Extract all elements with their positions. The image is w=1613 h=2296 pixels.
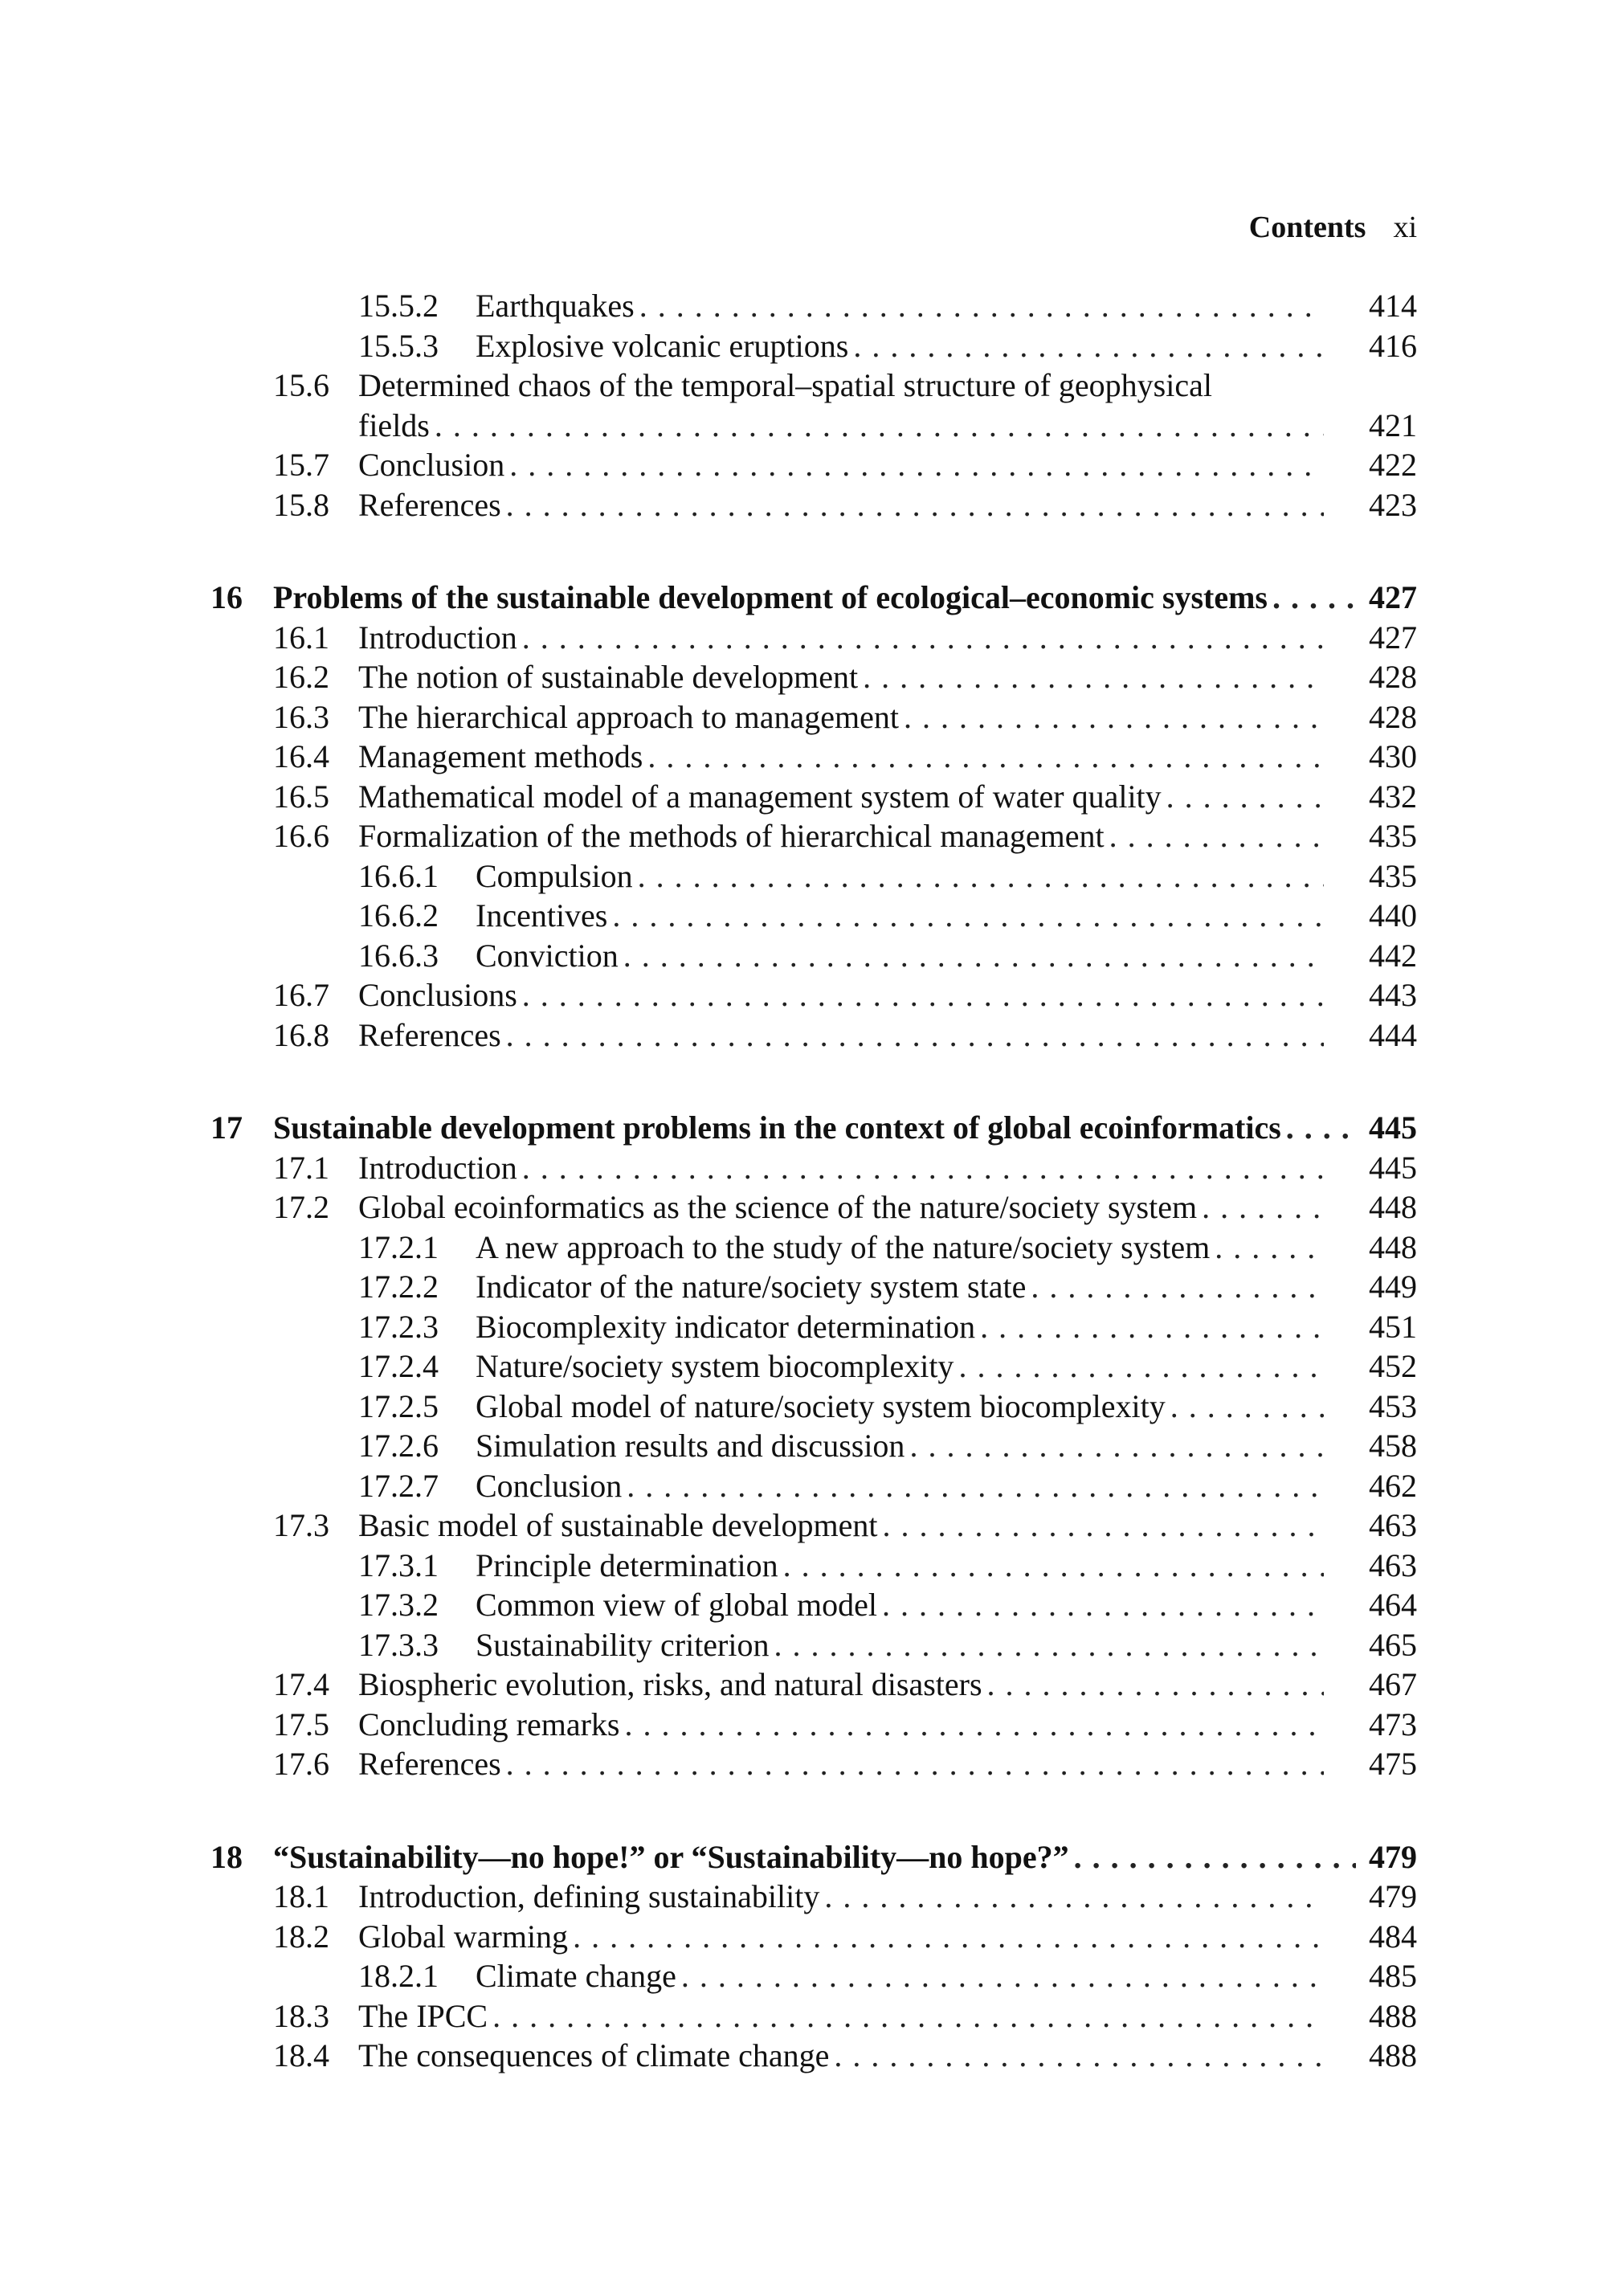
toc-entry-title-wrap xyxy=(476,1585,1324,1625)
toc-entry-title-wrap xyxy=(358,1877,1324,1917)
toc-entry[interactable] xyxy=(0,777,1613,817)
toc-entry-page-number: 435 xyxy=(1369,818,1417,854)
dot-leader xyxy=(1166,1387,1324,1427)
toc-entry-page-number: 458 xyxy=(1369,1428,1417,1464)
toc-entry-page-number: 475 xyxy=(1369,1746,1417,1782)
toc-entry[interactable] xyxy=(0,1705,1613,1745)
toc-entry-title: fields xyxy=(358,407,430,443)
toc-entry-title: A new approach to the study of the nature/society system xyxy=(476,1229,1211,1265)
dot-leader xyxy=(858,657,1324,697)
toc-entry-number: 17.4 xyxy=(273,1666,329,1702)
toc-entry-page-number: 422 xyxy=(1369,447,1417,483)
toc-entry[interactable] xyxy=(0,657,1613,697)
toc-entry[interactable] xyxy=(0,1505,1613,1546)
toc-entry[interactable] xyxy=(0,406,1613,446)
toc-entry-title: References xyxy=(358,1746,501,1782)
toc-entry-title-wrap xyxy=(358,1187,1324,1228)
toc-entry[interactable] xyxy=(0,485,1613,525)
toc-entry-title: Conclusion xyxy=(358,447,505,483)
toc-entry-title-wrap xyxy=(358,1505,1324,1546)
toc-entry-title-wrap xyxy=(273,1837,1356,1877)
toc-entry-title-wrap xyxy=(358,1665,1324,1705)
dot-leader xyxy=(848,326,1324,366)
dot-leader xyxy=(1026,1267,1324,1307)
toc-entry-number: 17.2.7 xyxy=(358,1468,439,1504)
dot-leader xyxy=(633,856,1324,897)
toc-entry[interactable] xyxy=(0,1996,1613,2037)
toc-entry-title: Introduction xyxy=(358,619,517,656)
toc-entry-title: Problems of the sustainable development of ecological–economic systems xyxy=(273,579,1268,615)
toc-entry-title: Principle determination xyxy=(476,1547,778,1583)
running-head xyxy=(1249,207,1417,247)
toc-entry[interactable] xyxy=(0,1917,1613,1957)
toc-entry-title: Global warming xyxy=(358,1918,569,1955)
toc-entry-page-number: 427 xyxy=(1369,579,1417,615)
toc-entry-number: 17.5 xyxy=(273,1706,329,1742)
toc-entry-title-wrap xyxy=(476,1625,1324,1665)
toc-entry-title: Climate change xyxy=(476,1958,676,1994)
toc-entry-title-wrap xyxy=(358,1917,1324,1957)
dot-leader xyxy=(1281,1108,1356,1148)
toc-entry-title: “Sustainability—no hope!” or “Sustainability—no hope?” xyxy=(273,1839,1069,1875)
toc-entry-page-number: 445 xyxy=(1369,1150,1417,1186)
toc-entry-number: 17.2.3 xyxy=(358,1309,439,1345)
toc-entry-number: 15.7 xyxy=(273,447,329,483)
toc-entry-title: Introduction, defining sustainability xyxy=(358,1878,820,1914)
toc-entry-title-wrap xyxy=(476,1267,1324,1307)
toc-entry[interactable] xyxy=(0,737,1613,777)
toc-entry-title-wrap xyxy=(476,896,1324,936)
toc-entry-title-wrap xyxy=(273,1108,1356,1148)
toc-entry[interactable] xyxy=(0,975,1613,1015)
toc-entry-title: Global ecoinformatics as the science of the nature/society system xyxy=(358,1189,1198,1225)
dot-leader xyxy=(1197,1187,1324,1228)
toc-entry[interactable] xyxy=(0,1148,1613,1188)
dot-leader xyxy=(501,485,1324,525)
toc-entry[interactable] xyxy=(0,1228,1613,1268)
dot-leader xyxy=(877,1585,1324,1625)
toc-entry-title-wrap xyxy=(358,975,1324,1015)
toc-entry-title-wrap xyxy=(476,1546,1324,1586)
toc-entry-title-wrap xyxy=(476,286,1324,326)
toc-entry[interactable] xyxy=(0,1346,1613,1387)
toc-entry-title-wrap xyxy=(358,1148,1324,1188)
toc-entry-number: 17.2.5 xyxy=(358,1388,439,1424)
toc-entry[interactable] xyxy=(0,816,1613,856)
toc-entry-title-wrap xyxy=(476,1956,1324,1996)
toc-entry[interactable] xyxy=(0,286,1613,326)
toc-entry-number: 16.8 xyxy=(273,1017,329,1053)
toc-entry-page-number: 428 xyxy=(1369,699,1417,735)
toc-entry-title: Conclusion xyxy=(476,1468,623,1504)
toc-entry-number: 16.7 xyxy=(273,977,329,1013)
toc-entry[interactable] xyxy=(0,896,1613,936)
dot-leader xyxy=(622,1466,1324,1506)
dot-leader xyxy=(1162,777,1324,817)
toc-entry[interactable] xyxy=(0,1625,1613,1665)
running-head-title: Contents xyxy=(1248,210,1366,244)
toc-entry-number: 18 xyxy=(210,1839,243,1875)
toc-entry-number: 17.3 xyxy=(273,1507,329,1543)
toc-entry-title-wrap xyxy=(476,1346,1324,1387)
dot-leader xyxy=(430,406,1324,446)
toc-entry[interactable] xyxy=(0,697,1613,737)
toc-entry-title-wrap xyxy=(358,657,1324,697)
toc-entry-title: Concluding remarks xyxy=(358,1706,620,1742)
toc-entry-title: Common view of global model xyxy=(476,1587,877,1623)
toc-entry-page-number: 485 xyxy=(1369,1958,1417,1994)
dot-leader xyxy=(819,1877,1324,1917)
dot-leader xyxy=(635,286,1324,326)
toc-entry-page-number: 473 xyxy=(1369,1706,1417,1742)
toc-entry[interactable] xyxy=(0,1015,1613,1056)
toc-entry[interactable] xyxy=(0,2036,1613,2076)
dot-leader xyxy=(899,697,1324,737)
toc-entry-page-number: 488 xyxy=(1369,2037,1417,2073)
toc-entry-title: Management methods xyxy=(358,738,643,774)
toc-entry[interactable] xyxy=(0,1956,1613,1996)
toc-entry-number: 15.8 xyxy=(273,487,329,523)
dot-leader xyxy=(1105,816,1324,856)
toc-entry-title-wrap xyxy=(358,777,1324,817)
dot-leader xyxy=(620,1705,1325,1745)
toc-entry-title-wrap xyxy=(358,445,1324,485)
toc-entry-page-number: 445 xyxy=(1369,1109,1417,1146)
toc-entry-number: 16.5 xyxy=(273,778,329,815)
dot-leader xyxy=(778,1546,1324,1586)
toc-entry-number: 17 xyxy=(210,1109,243,1146)
toc-entry-page-number: 435 xyxy=(1369,858,1417,894)
toc-entry-number: 16.6.3 xyxy=(358,938,439,974)
toc-entry-title: Conclusions xyxy=(358,977,517,1013)
dot-leader xyxy=(643,737,1324,777)
toc-entry-title: Formalization of the methods of hierarchical management xyxy=(358,818,1105,854)
toc-entry-number: 17.2.6 xyxy=(358,1428,439,1464)
running-head-page-number: xi xyxy=(1393,210,1417,244)
toc-entry-title-wrap xyxy=(273,578,1356,618)
toc-entry-title: Sustainability criterion xyxy=(476,1627,770,1663)
toc-entry-page-number: 443 xyxy=(1369,977,1417,1013)
toc-entry-title: Indicator of the nature/society system state xyxy=(476,1269,1027,1305)
toc-chapter-entry[interactable] xyxy=(0,1108,1613,1148)
toc-entry-title-wrap xyxy=(358,697,1324,737)
dot-leader xyxy=(829,2036,1324,2076)
toc-entry-page-number: 479 xyxy=(1369,1839,1417,1875)
toc-entry[interactable] xyxy=(0,1267,1613,1307)
toc-entry-page-number: 464 xyxy=(1369,1587,1417,1623)
toc-entry[interactable] xyxy=(0,366,1613,406)
toc-entry[interactable] xyxy=(0,1387,1613,1427)
toc-entry-title: Determined chaos of the temporal–spatial structure of geophysical xyxy=(358,367,1212,403)
toc-entry-page-number: 444 xyxy=(1369,1017,1417,1053)
toc-entry-title: References xyxy=(358,1017,501,1053)
toc-entry-page-number: 467 xyxy=(1369,1666,1417,1702)
dot-leader xyxy=(975,1307,1324,1347)
toc-entry-page-number: 442 xyxy=(1369,938,1417,974)
toc-entry-title-wrap xyxy=(358,1705,1324,1745)
toc-entry-title-wrap xyxy=(476,1387,1324,1427)
toc-entry-page-number: 423 xyxy=(1369,487,1417,523)
toc-entry-number: 15.5.2 xyxy=(358,288,439,324)
toc-entry[interactable] xyxy=(0,856,1613,897)
toc-entry-page-number: 453 xyxy=(1369,1388,1417,1424)
toc-entry[interactable] xyxy=(0,1877,1613,1917)
toc-entry-number: 18.2 xyxy=(273,1918,329,1955)
toc-entry-title-wrap xyxy=(358,2036,1324,2076)
toc-entry-number: 17.2.2 xyxy=(358,1269,439,1305)
toc-entry-title: Conviction xyxy=(476,938,619,974)
toc-entry-number: 17.2.1 xyxy=(358,1229,439,1265)
toc-entry-number: 18.1 xyxy=(273,1878,329,1914)
dot-leader xyxy=(954,1346,1324,1387)
toc-entry-number: 16.6.2 xyxy=(358,897,439,934)
toc-entry-number: 15.5.3 xyxy=(358,328,439,364)
dot-leader xyxy=(878,1505,1324,1546)
toc-entry-number: 16 xyxy=(210,579,243,615)
dot-leader xyxy=(1268,578,1356,618)
toc-entry-page-number: 421 xyxy=(1369,407,1417,443)
toc-entry-number: 17.3.2 xyxy=(358,1587,439,1623)
dot-leader xyxy=(905,1426,1324,1466)
toc-entry-page-number: 448 xyxy=(1369,1229,1417,1265)
toc-entry-title-wrap xyxy=(358,618,1324,658)
dot-leader xyxy=(488,1996,1324,2037)
toc-entry-title: Explosive volcanic eruptions xyxy=(476,328,849,364)
toc-entry-number: 16.6 xyxy=(273,818,329,854)
toc-entry-page-number: 449 xyxy=(1369,1269,1417,1305)
toc-entry[interactable] xyxy=(0,1744,1613,1784)
toc-entry-title: Nature/society system biocomplexity xyxy=(476,1348,954,1384)
toc-entry-number: 17.2.4 xyxy=(358,1348,439,1384)
toc-entry-number: 17.1 xyxy=(273,1150,329,1186)
dot-leader xyxy=(982,1665,1324,1705)
toc-entry-page-number: 463 xyxy=(1369,1547,1417,1583)
toc-entry-page-number: 440 xyxy=(1369,897,1417,934)
dot-leader xyxy=(517,975,1324,1015)
dot-leader xyxy=(501,1015,1324,1056)
dot-leader xyxy=(517,618,1324,658)
dot-leader xyxy=(607,896,1324,936)
dot-leader xyxy=(676,1956,1324,1996)
toc-entry[interactable] xyxy=(0,1546,1613,1586)
toc-entry-number: 18.2.1 xyxy=(358,1958,439,1994)
toc-entry-title: Earthquakes xyxy=(476,288,635,324)
toc-entry[interactable] xyxy=(0,1466,1613,1506)
toc-entry-title-wrap xyxy=(476,1426,1324,1466)
toc-entry-title: Simulation results and discussion xyxy=(476,1428,905,1464)
toc-chapter-entry[interactable] xyxy=(0,1837,1613,1877)
toc-entry-title: Basic model of sustainable development xyxy=(358,1507,878,1543)
toc-entry-page-number: 432 xyxy=(1369,778,1417,815)
toc-entry[interactable] xyxy=(0,1187,1613,1228)
toc-entry-number: 15.6 xyxy=(273,367,329,403)
dot-leader xyxy=(770,1625,1325,1665)
dot-leader xyxy=(568,1917,1324,1957)
toc-entry-page-number: 428 xyxy=(1369,659,1417,695)
toc-entry-number: 16.6.1 xyxy=(358,858,439,894)
toc-entry[interactable] xyxy=(0,618,1613,658)
toc-chapter-entry[interactable] xyxy=(0,578,1613,618)
toc-entry-title: Mathematical model of a management system of water quality xyxy=(358,778,1162,815)
toc-entry-page-number: 465 xyxy=(1369,1627,1417,1663)
toc-entry[interactable] xyxy=(0,445,1613,485)
dot-leader xyxy=(1069,1837,1356,1877)
toc-entry-title: Incentives xyxy=(476,897,608,934)
toc-entry-title-wrap xyxy=(358,406,1324,446)
toc-entry-page-number: 414 xyxy=(1369,288,1417,324)
toc-entry-title-wrap xyxy=(476,326,1324,366)
toc-entry-title: Biospheric evolution, risks, and natural disasters xyxy=(358,1666,982,1702)
toc-entry-title-wrap xyxy=(476,1228,1324,1268)
toc-entry-page-number: 448 xyxy=(1369,1189,1417,1225)
toc-entry-title-wrap xyxy=(358,366,1324,406)
toc-entry[interactable] xyxy=(0,1426,1613,1466)
toc-entry[interactable] xyxy=(0,1307,1613,1347)
toc-entry-number: 16.1 xyxy=(273,619,329,656)
toc-entry-title: Biocomplexity indicator determination xyxy=(476,1309,976,1345)
toc-entry-title-wrap xyxy=(358,737,1324,777)
toc-entry-title: Sustainable development problems in the context of global ecoinformatics xyxy=(273,1109,1281,1146)
toc-entry-title-wrap xyxy=(358,1996,1324,2037)
toc-entry-title-wrap xyxy=(476,1307,1324,1347)
toc-entry-number: 16.4 xyxy=(273,738,329,774)
toc-entry[interactable] xyxy=(0,1665,1613,1705)
dot-leader xyxy=(619,936,1324,976)
toc-entry-number: 16.2 xyxy=(273,659,329,695)
toc-entry-title: The notion of sustainable development xyxy=(358,659,859,695)
toc-entry[interactable] xyxy=(0,326,1613,366)
toc-entry-number: 18.3 xyxy=(273,1998,329,2034)
toc-entry-title-wrap xyxy=(476,936,1324,976)
toc-entry-title-wrap xyxy=(358,1744,1324,1784)
toc-entry[interactable] xyxy=(0,936,1613,976)
toc-entry-number: 17.3.3 xyxy=(358,1627,439,1663)
toc-entry-page-number: 488 xyxy=(1369,1998,1417,2034)
toc-entry-title: Introduction xyxy=(358,1150,517,1186)
toc-entry-page-number: 462 xyxy=(1369,1468,1417,1504)
toc-entry-title: References xyxy=(358,487,501,523)
toc-entry-title: Global model of nature/society system biocomplexity xyxy=(476,1388,1166,1424)
dot-leader xyxy=(1210,1228,1324,1268)
toc-entry-number: 17.6 xyxy=(273,1746,329,1782)
toc-entry-title: Compulsion xyxy=(476,858,633,894)
toc-entry-title: The IPCC xyxy=(358,1998,488,2034)
toc-entry-page-number: 451 xyxy=(1369,1309,1417,1345)
toc-entry-page-number: 427 xyxy=(1369,619,1417,656)
toc-entry-page-number: 463 xyxy=(1369,1507,1417,1543)
toc-entry-page-number: 479 xyxy=(1369,1878,1417,1914)
toc-entry-number: 16.3 xyxy=(273,699,329,735)
toc-entry[interactable] xyxy=(0,1585,1613,1625)
toc-entry-title-wrap xyxy=(358,816,1324,856)
toc-entry-page-number: 430 xyxy=(1369,738,1417,774)
dot-leader xyxy=(517,1148,1324,1188)
dot-leader xyxy=(501,1744,1324,1784)
toc-entry-number: 18.4 xyxy=(273,2037,329,2073)
toc-entry-title-wrap xyxy=(358,485,1324,525)
toc-entry-title-wrap xyxy=(476,856,1324,897)
toc-entry-page-number: 452 xyxy=(1369,1348,1417,1384)
toc-entry-title-wrap xyxy=(358,1015,1324,1056)
toc-entry-number: 17.2 xyxy=(273,1189,329,1225)
toc-entry-page-number: 484 xyxy=(1369,1918,1417,1955)
toc-entry-number: 17.3.1 xyxy=(358,1547,439,1583)
toc-entry-title: The hierarchical approach to management xyxy=(358,699,899,735)
toc-entry-title: The consequences of climate change xyxy=(358,2037,830,2073)
toc-entry-title-wrap xyxy=(476,1466,1324,1506)
toc-entry-page-number: 416 xyxy=(1369,328,1417,364)
dot-leader xyxy=(504,445,1324,485)
